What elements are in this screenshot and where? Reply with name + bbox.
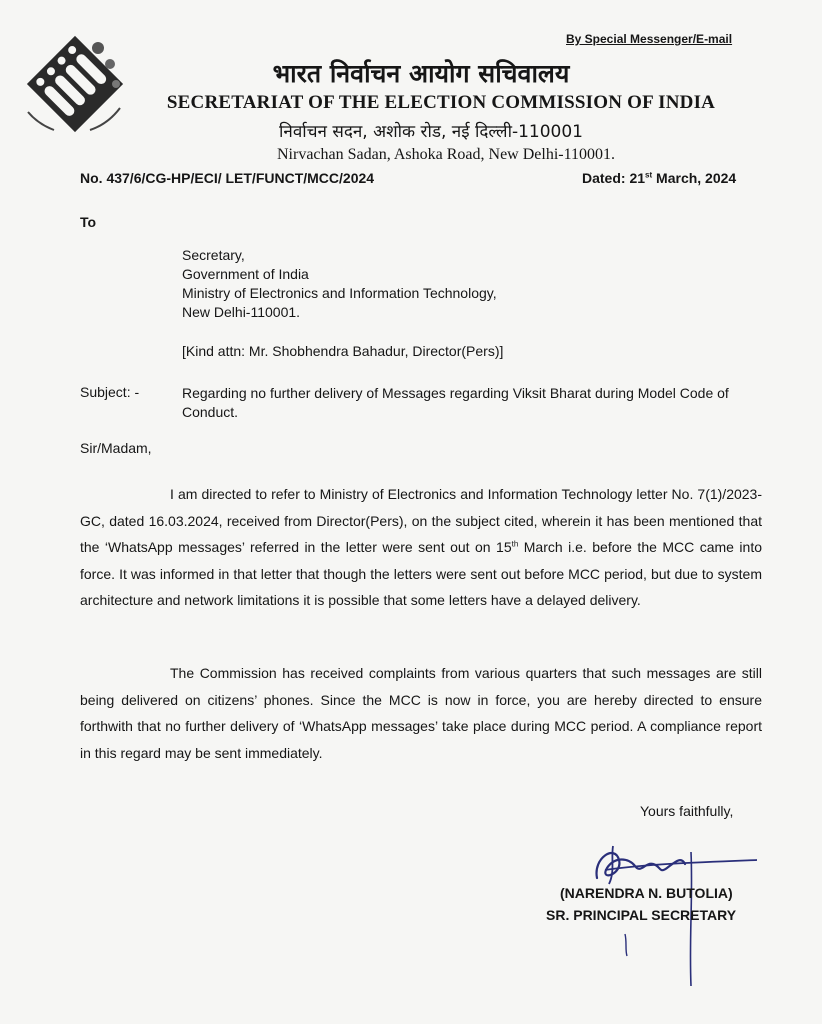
para1-superscript: th [511, 539, 519, 549]
reference-date [582, 170, 736, 186]
address-english: Nirvachan Sadan, Ashoka Road, New Delhi-110001. [277, 146, 615, 163]
recipient-line: Government of India [182, 266, 309, 282]
date-prefix: Dated: 21 [582, 170, 646, 186]
address-hindi: निर्वाचन सदन, अशोक रोड, नई दिल्ली-110001 [279, 122, 583, 142]
salutation: Sir/Madam, [80, 440, 152, 456]
signatory-name: (NARENDRA N. BUTOLIA) [560, 885, 733, 901]
recipient-address [182, 246, 602, 322]
recipient-line: New Delhi-110001. [182, 304, 301, 320]
attention-line: [Kind attn: Mr. Shobhendra Bahadur, Director(Pers)] [182, 343, 504, 359]
recipient-line: Ministry of Electronics and Information Technology, [182, 285, 497, 301]
para1-part-a: I am directed to refer to Ministry of Electronics and Information Technology letter No. 7(1)/2023-GC, dated 16.03.2024, received from Director(Pers), on the subject cited, wherein it has been mentioned that the ‘WhatsApp messages’ referred in the letter were sent out on 15 [80, 486, 762, 555]
subject-text: Regarding no further delivery of Messages regarding Viksit Bharat during Model Code of Conduct. [182, 385, 729, 420]
title-english: SECRETARIAT OF THE ELECTION COMMISSION OF INDIA [166, 92, 716, 113]
recipient-line: Secretary, [182, 247, 245, 263]
delivery-mode: By Special Messenger/E-mail [566, 32, 733, 46]
date-superscript: st [645, 170, 653, 180]
title-hindi: भारत निर्वाचन आयोग सचिवालय [272, 59, 570, 88]
body-paragraph-2: The Commission has received complaints from various quarters that such messages are still being delivered on citizens’ phones. Since the MCC is now in force, you are hereby directed to ensure forthwith that no further delivery of ‘WhatsApp messages’ take place during MCC period. A compliance report in this regard may be sent immediately. [80, 665, 762, 761]
reference-number: No. 437/6/CG-HP/ECI/ LET/FUNCT/MCC/2024 [80, 170, 375, 186]
date-suffix: March, 2024 [652, 170, 737, 186]
body-paragraph-1 [80, 481, 762, 614]
signatory-designation: SR. PRINCIPAL SECRETARY [546, 907, 737, 923]
para1-part-b: March i.e. before the MCC came into force. It was informed in that letter that though the letters were sent out before MCC period, but due to system architecture and network limitations it is possible that some letters have a delayed delivery. [80, 539, 762, 608]
subject-label: Subject: - [80, 384, 140, 400]
closing: Yours faithfully, [640, 803, 734, 819]
to-label: To [80, 214, 97, 230]
